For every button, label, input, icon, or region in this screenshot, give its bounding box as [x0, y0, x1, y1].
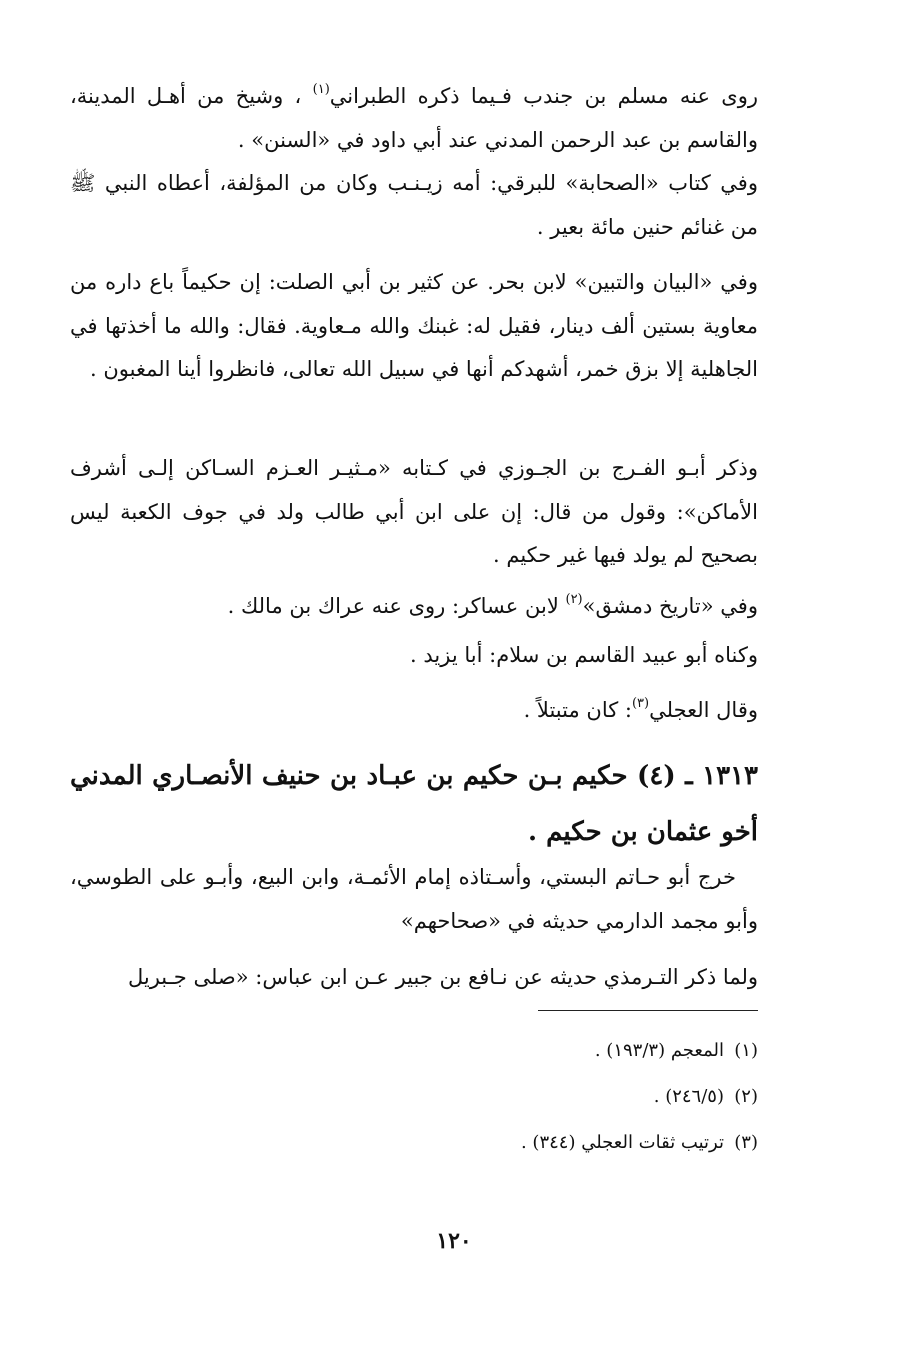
paragraph — [70, 68, 758, 162]
paragraph-text: وذكر أبـو الفـرج بن الجـوزي في كـتابه «مـثيـر العـزم السـاكن إلـى أشرف الأماكن»: وقول من قال: إن على ابن أبي طالب ولد في جوف الكعبة ليس بصحيح لم يولد فيها غير حكيم . — [70, 456, 758, 567]
paragraph — [70, 447, 758, 578]
footnote-text: (٢٤٦/٥) . — [653, 1086, 724, 1107]
footnote-divider — [538, 1010, 758, 1011]
paragraph-text — [70, 856, 758, 943]
paragraph-tail: ، وشيخ من أهـل المدينة، والقاسم بن عبد الرحمن المدني عند أبي داود في «السنن» . — [70, 84, 758, 152]
footnote-number: (٢) — [734, 1086, 758, 1107]
footnote-text: المعجم (١٩٣/٣) . — [594, 1040, 724, 1061]
footnote — [70, 1120, 758, 1166]
paragraph — [70, 682, 758, 733]
footnotes — [70, 1028, 758, 1166]
entry-heading — [70, 748, 758, 860]
paragraph — [70, 578, 758, 629]
paragraph — [70, 956, 758, 1000]
paragraph-text: ولما ذكر التـرمذي حديثه عن نـافع بن جبير عـن ابن عباس: «صلى جـبريل — [127, 965, 758, 989]
footnote-ref: (٢) — [565, 592, 583, 607]
paragraph-main: خرج أبو حـاتم البستي، وأسـتاذه إمام الأئمـة، وابن البيع، وأبـو على الطوسي، وأبو مجمد الدارمي حديثه في «صحاحهم» — [70, 865, 758, 933]
paragraph-text — [70, 578, 758, 629]
footnote-number: (١) — [734, 1040, 758, 1061]
paragraph-text: وفي كتاب «الصحابة» للبرقي: أمه زيـنـب وكان من المؤلفة، أعطاه النبي ﷺ من غنائم حنين مائة بعير . — [70, 171, 758, 239]
paragraph-tail: لابن عساكر: روى عنه عراك بن مالك . — [227, 594, 566, 618]
footnote — [70, 1074, 758, 1120]
paragraph-text — [70, 682, 758, 733]
paragraph — [70, 856, 758, 943]
footnote-ref: (٣) — [631, 696, 650, 711]
footnote-text: ترتيب ثقات العجلي (٣٤٤) . — [520, 1132, 724, 1153]
paragraph — [70, 261, 758, 392]
paragraph-main: وفي «تاريخ دمشق» — [582, 594, 758, 618]
footnote — [70, 1028, 758, 1074]
page-number: ١٢٠ — [436, 1228, 472, 1254]
paragraph — [70, 634, 758, 678]
paragraph-text: وكناه أبو عبيد القاسم بن سلام: أبا يزيد . — [410, 643, 758, 667]
footnote-number: (٣) — [734, 1132, 758, 1153]
paragraph — [70, 162, 758, 249]
paragraph-tail: : كان متبتلاً . — [523, 698, 632, 722]
paragraph-text — [70, 68, 758, 162]
entry-heading-text: ١٣١٣ ـ (٤) حكيم بـن حكيم بن عبـاد بن حنيف الأنصـاري المدني أخو عثمان بن حكيم . — [70, 761, 758, 847]
paragraph-main: روى عنه مسلم بن جندب فـيما ذكره الطبراني — [329, 84, 758, 108]
paragraph-text: وفي «البيان والتبين» لابن بحر. عن كثير بن أبي الصلت: إن حكيماً باع داره من معاوية بستين ألف دينار، فقيل له: غبنك والله مـعاوية. فقال: والله ما أخذتها في الجاهلية إلا بزق خمر، أشهدكم أنها في سبيل الله تعالى، فانظروا أينا المغبون . — [70, 270, 758, 381]
paragraph-main: وقال العجلي — [649, 698, 758, 722]
footnote-ref: (١) — [312, 82, 330, 97]
